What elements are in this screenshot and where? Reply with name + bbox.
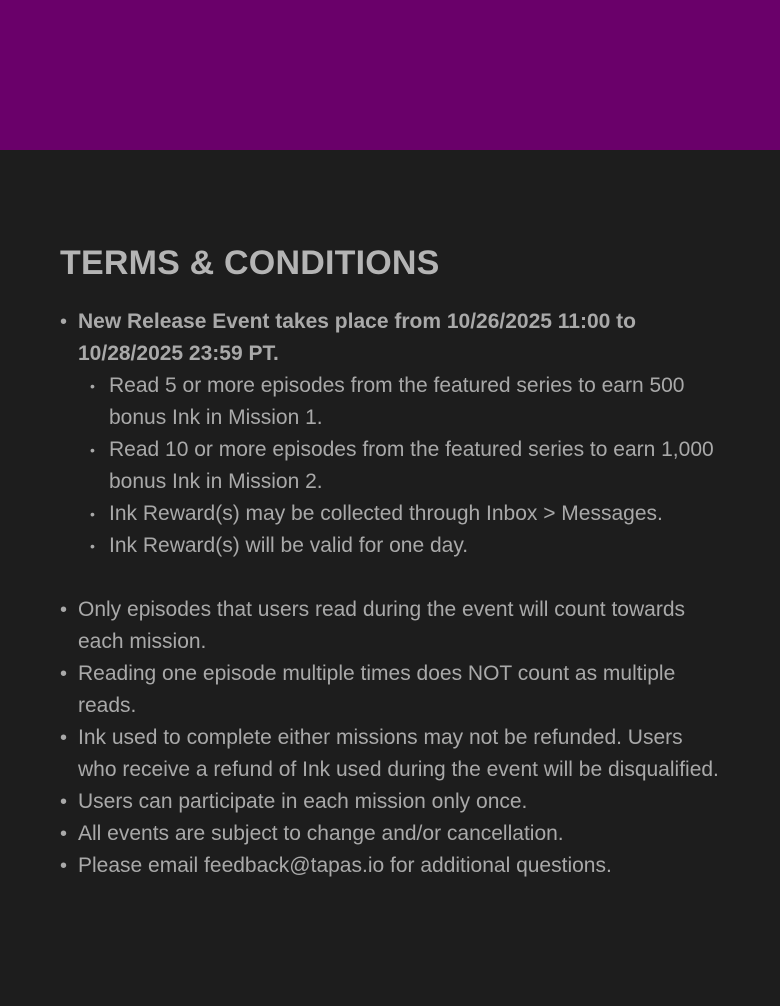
terms-section — [0, 150, 780, 882]
event-period-text: • New Release Event takes place from 10/26/2025 11:00 to 10/28/2025 23:59 PT. — [78, 310, 636, 365]
general-rule-item: • All events are subject to change and/or cancellation. — [60, 818, 720, 850]
general-rule-item: • Users can participate in each mission only once. — [60, 786, 720, 818]
event-rules-list — [78, 370, 720, 562]
top-banner — [0, 0, 780, 150]
event-rule-item: • Read 5 or more episodes from the featured series to earn 500 bonus Ink in Mission 1. — [109, 370, 720, 434]
event-rule-item: • Ink Reward(s) may be collected through Inbox > Messages. — [109, 498, 720, 530]
event-rule-item: • Ink Reward(s) will be valid for one day. — [109, 530, 720, 562]
general-rule-item: • Please email feedback@tapas.io for additional questions. — [60, 850, 720, 882]
general-rule-item: • Ink used to complete either missions may not be refunded. Users who receive a refund of Ink used during the event will be disqualified. — [60, 722, 720, 786]
general-rule-item: • Only episodes that users read during the event will count towards each mission. — [60, 594, 720, 658]
event-period-item — [60, 306, 720, 562]
general-rules-list — [60, 594, 720, 882]
general-rule-item: • Reading one episode multiple times does NOT count as multiple reads. — [60, 658, 720, 722]
event-rule-item: • Read 10 or more episodes from the featured series to earn 1,000 bonus Ink in Mission 2. — [109, 434, 720, 498]
section-gap — [60, 562, 720, 594]
terms-title: TERMS & CONDITIONS — [60, 244, 440, 282]
terms-list — [60, 306, 720, 562]
